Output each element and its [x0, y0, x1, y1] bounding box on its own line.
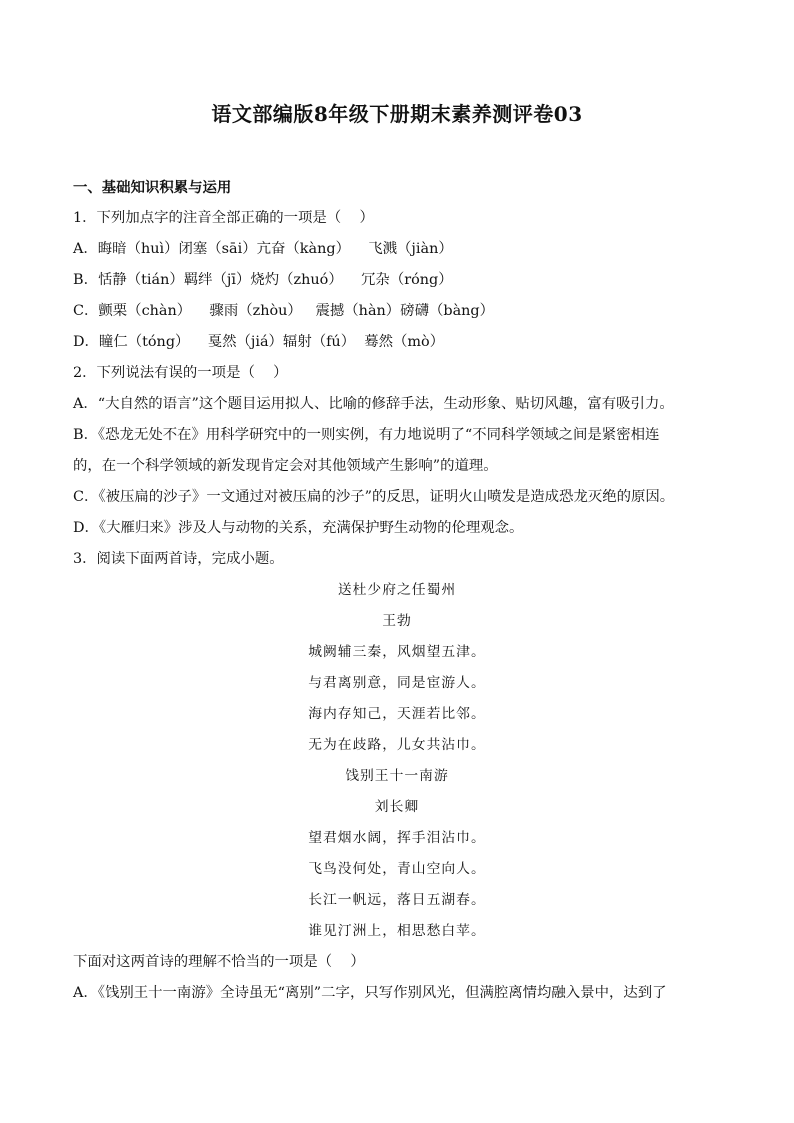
question-3-sub-stem: 下面对这两首诗的理解不恰当的一项是（ ） [73, 954, 365, 970]
question-1-option-b: B．恬静（tián）羁绊（jī）烧灼（zhuó） 冗杂（róng） [73, 272, 453, 288]
question-2-option-c: C．《被压扁的沙子》一文通过对被压扁的沙子”的反思，证明火山喷发是造成恐龙灭绝的原因。 [73, 489, 675, 505]
question-2-option-a: A．“大自然的语言”这个题目运用拟人、比喻的修辞手法，生动形象、贴切风趣，富有吸引力。 [73, 396, 674, 412]
poem-2-author: 刘长卿 [374, 799, 420, 815]
poem-2-line: 谁见汀洲上，相思愁白苹。 [308, 923, 486, 939]
question-2-option-b-line1: B．《恐龙无处不在》用科学研究中的一则实例，有力地说明了“不同科学领域之间是紧密相连 [73, 427, 660, 443]
section-heading: 一、基础知识积累与运用 [73, 179, 232, 196]
question-3-stem: 3．阅读下面两首诗，完成小题。 [73, 551, 284, 567]
question-1-stem: 1．下列加点字的注音全部正确的一项是（ ） [73, 210, 374, 226]
question-3-option-a: A．《饯别王十一南游》全诗虽无“离别”二字，只写作别风光，但满腔离情均融入景中，达到了 [73, 985, 667, 1001]
poem-1-title: 送杜少府之任蜀州 [337, 582, 457, 598]
question-2-stem: 2．下列说法有误的一项是（ ） [73, 365, 288, 381]
poem-2-line: 飞鸟没何处，青山空向人。 [308, 861, 486, 877]
exam-content [73, 172, 721, 1009]
poem-2-line: 望君烟水阔，挥手泪沾巾。 [308, 830, 486, 846]
question-2-option-d: D．《大雁归来》涉及人与动物的关系，充满保护野生动物的伦理观念。 [73, 520, 524, 536]
poem-1-line: 城阙辅三秦，风烟望五津。 [308, 644, 486, 660]
question-2-option-b-line2: 的，在一个科学领域的新发现肯定会对其他领域产生影响”的道理。 [73, 458, 498, 474]
question-1-option-a: A．晦暗（huì）闭塞（sāi）亢奋（kàng） 飞溅（jiàn） [73, 241, 453, 257]
poem-1-line: 与君离别意，同是宦游人。 [308, 675, 486, 691]
question-1-option-d: D．瞳仁（tóng） 戛然（jiá）辐射（fú） 蓦然（mò） [73, 334, 445, 350]
poem-1-line: 无为在歧路，儿女共沾巾。 [308, 737, 486, 753]
poem-2-title: 饯别王十一南游 [345, 768, 449, 784]
poem-1-line: 海内存知己，天涯若比邻。 [308, 706, 486, 722]
poem-1-author: 王勃 [382, 613, 412, 629]
page-title: 语文部编版8年级下册期末素养测评卷03 [211, 102, 583, 126]
question-1-option-c: C．颤栗（chàn） 骤雨（zhòu） 震撼（hàn）磅礴（bàng） [73, 303, 495, 319]
poem-2-line: 长江一帆远，落日五湖春。 [308, 892, 486, 908]
